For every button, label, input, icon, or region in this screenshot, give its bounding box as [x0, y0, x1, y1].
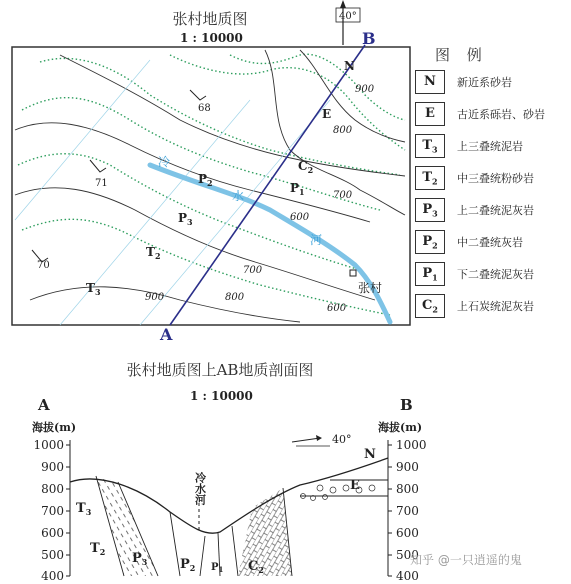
section-north-label: 40°: [332, 433, 352, 446]
map-unit-n: N: [344, 59, 355, 73]
contour-label-700-mid: 700: [333, 190, 353, 201]
contour-label-900-top: 900: [355, 84, 375, 95]
river-char-1: 冷: [158, 155, 171, 169]
river-char-2: 水: [232, 189, 245, 203]
dip-symbol-1: [190, 90, 206, 100]
legend-item: [415, 70, 565, 96]
map-unit-e: E: [322, 107, 332, 121]
contour-label-800-low: 800: [225, 292, 245, 303]
legend-label: 上石炭统泥灰岩: [457, 300, 534, 313]
river-label: 冷水河: [193, 472, 207, 505]
left-tick-800: 800: [41, 482, 64, 496]
legend-item: [415, 230, 565, 256]
village-label: 张村: [358, 281, 383, 295]
legend-symbol: $C_2$: [415, 294, 445, 318]
right-tick-500: 500: [396, 548, 419, 562]
map-unit-p3: $P_3$: [178, 211, 193, 227]
section-unit-p3: $P_3$: [132, 551, 148, 567]
contour-label-700-low: 700: [243, 265, 263, 276]
section-unit-c2: $C_2$: [248, 559, 264, 575]
left-axis-title: 海拔(m): [32, 421, 77, 434]
legend-label: 古近系砾岩、砂岩: [457, 108, 545, 121]
map-unit-p2: $P_2$: [198, 172, 213, 188]
stratum-t3-hatch: [96, 476, 158, 576]
watermark: 知乎 @一只逍遥的鬼: [410, 553, 522, 567]
legend-symbol: $P_1$: [415, 262, 445, 286]
section-title: 张村地质图上AB地质剖面图: [126, 361, 314, 379]
legend-label: 中三叠统粉砂岩: [457, 172, 534, 185]
right-tick-800: 800: [396, 482, 419, 496]
north-arrow-head: [340, 0, 346, 8]
village-marker: [350, 270, 356, 276]
right-tick-600: 600: [396, 526, 419, 540]
legend-item: [415, 262, 565, 288]
right-tick-900: 900: [396, 460, 419, 474]
legend-label: 中二叠统灰岩: [457, 236, 523, 249]
map-unit-p1: $P_1$: [290, 181, 305, 197]
dip-label-3: 70: [37, 260, 50, 271]
legend-symbol: $T_3$: [415, 134, 445, 158]
legend-symbol: $P_2$: [415, 230, 445, 254]
left-tick-500: 500: [41, 548, 64, 562]
legend-item: [415, 102, 565, 128]
grid-lines: [15, 60, 330, 325]
river-char-3: 河: [310, 233, 323, 247]
legend-item: [415, 294, 565, 320]
legend-label: 下二叠统泥灰岩: [457, 268, 534, 281]
right-tick-400: 400: [396, 569, 419, 583]
river: [150, 165, 390, 322]
section-label-b: B: [400, 396, 413, 414]
legend-item: [415, 198, 565, 224]
contour-label-600-low: 600: [327, 303, 347, 314]
section-unit-t3: $T_3$: [76, 501, 92, 517]
legend-symbol: E: [415, 102, 445, 126]
point-a-label: A: [160, 325, 173, 344]
legend-label: 上三叠统泥岩: [457, 140, 523, 153]
point-b-label: B: [362, 29, 376, 48]
section-north-arrow: [292, 438, 320, 442]
dip-label-2: 71: [95, 178, 108, 189]
contour-label-800-top: 800: [333, 125, 353, 136]
legend-item: [415, 166, 565, 192]
legend-label: 新近系砂岩: [457, 76, 512, 89]
legend-symbol: $P_3$: [415, 198, 445, 222]
legend-item: [415, 134, 565, 160]
right-axis-title: 海拔(m): [378, 421, 423, 434]
left-tick-900: 900: [41, 460, 64, 474]
map-unit-c2: $C_2$: [298, 159, 314, 175]
map-unit-t2: $T_2$: [146, 245, 161, 261]
section-unit-p2: $P_2$: [180, 557, 196, 573]
left-tick-400: 400: [41, 569, 64, 583]
map-title: 张村地质图: [172, 10, 248, 28]
legend-heading: 图 例: [435, 46, 488, 64]
section-unit-e: E: [350, 478, 360, 493]
section-unit-t2: $T_2$: [90, 541, 106, 557]
map-unit-t3: $T_3$: [86, 281, 101, 297]
right-tick-1000: 1000: [396, 438, 427, 452]
map-scale: 1 : 10000: [180, 31, 243, 45]
right-tick-700: 700: [396, 504, 419, 518]
dip-label-1: 68: [198, 103, 211, 114]
section-unit-n: N: [364, 447, 376, 462]
left-tick-700: 700: [41, 504, 64, 518]
left-tick-1000: 1000: [33, 438, 64, 452]
section-unit-p1: $P_1$: [211, 562, 224, 574]
contour-label-900-low: 900: [145, 292, 165, 303]
section-label-a: A: [38, 396, 50, 414]
contour-label-600-mid: 600: [290, 212, 310, 223]
north-angle-label: 40°: [339, 11, 357, 22]
legend-label: 上二叠统泥灰岩: [457, 204, 534, 217]
legend-symbol: $T_2$: [415, 166, 445, 190]
left-tick-600: 600: [41, 526, 64, 540]
legend-symbol: N: [415, 70, 445, 94]
section-scale: 1 : 10000: [190, 389, 253, 403]
